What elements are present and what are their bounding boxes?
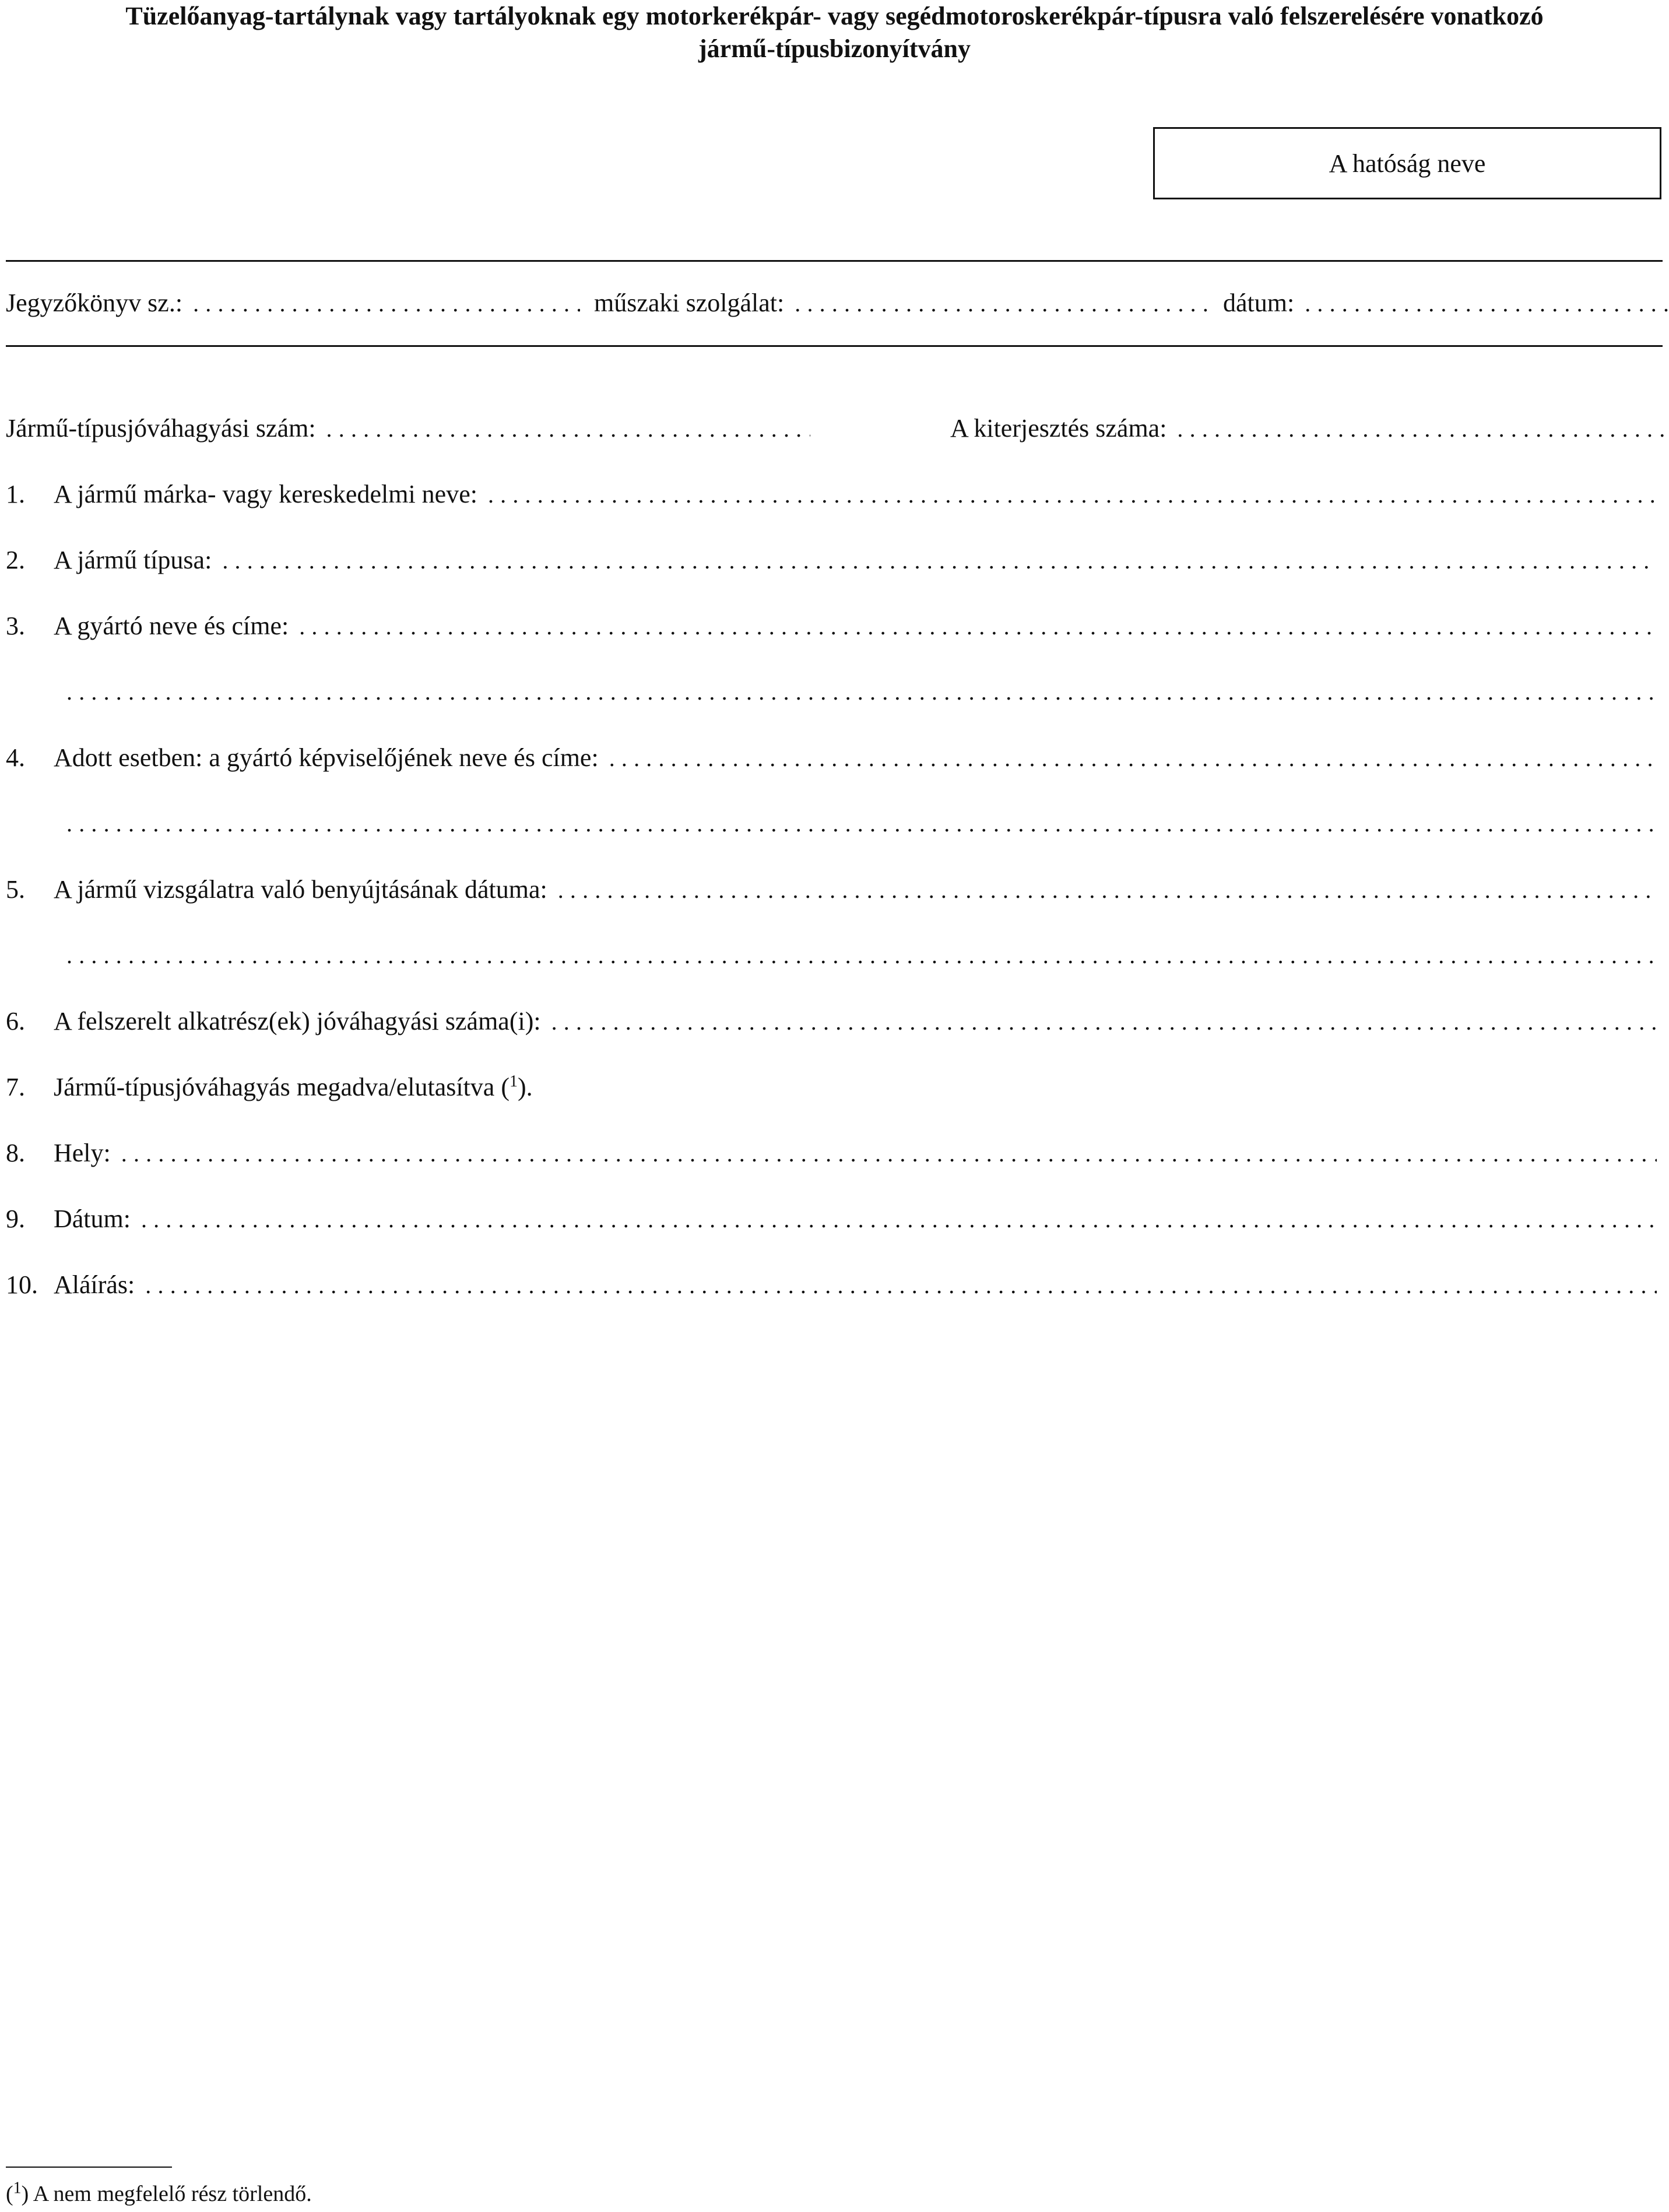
item-number: 4. bbox=[6, 743, 25, 772]
item-2[interactable] bbox=[6, 543, 1657, 578]
item-number: 3. bbox=[6, 612, 25, 640]
item-4-continuation[interactable] bbox=[6, 806, 1657, 841]
fill-dots bbox=[551, 1005, 1657, 1040]
item-3-continuation[interactable] bbox=[6, 675, 1657, 710]
item-number: 9. bbox=[6, 1205, 25, 1233]
item-7[interactable] bbox=[6, 1070, 1657, 1105]
fill-dots bbox=[558, 873, 1657, 908]
item-label: Hely: bbox=[54, 1139, 111, 1167]
authority-name-label: A hatóság neve bbox=[1329, 149, 1486, 178]
fill-dots bbox=[488, 477, 1657, 512]
item-label-tail: ). bbox=[518, 1073, 533, 1101]
item-number: 7. bbox=[6, 1073, 25, 1101]
technical-service-dots bbox=[795, 286, 1209, 321]
fill-dots bbox=[66, 675, 1657, 710]
item-label-text: Jármű-típusjóváhagyás megadva/elutasítva ( bbox=[54, 1073, 510, 1101]
fill-dots bbox=[609, 741, 1657, 776]
record-divider bbox=[6, 345, 1663, 347]
item-label: Dátum: bbox=[54, 1205, 131, 1233]
report-number-dots bbox=[193, 286, 580, 321]
item-label: A jármű típusa: bbox=[54, 546, 212, 574]
item-number: 6. bbox=[6, 1007, 25, 1035]
record-line bbox=[6, 286, 1657, 321]
footnote-mark-close: ) bbox=[21, 2182, 29, 2206]
item-number: 8. bbox=[6, 1139, 25, 1167]
fill-dots bbox=[66, 806, 1657, 841]
item-label: A jármű márka- vagy kereskedelmi neve: bbox=[54, 480, 477, 508]
fill-dots bbox=[66, 938, 1657, 973]
date-label: dátum: bbox=[1223, 289, 1295, 317]
fill-dots bbox=[145, 1268, 1657, 1303]
footnote-divider bbox=[6, 2167, 172, 2168]
fill-dots bbox=[141, 1202, 1657, 1237]
item-label bbox=[54, 1070, 533, 1105]
extension-number-field[interactable] bbox=[950, 411, 1669, 447]
approval-number-field[interactable] bbox=[6, 411, 810, 447]
footnote bbox=[6, 2179, 312, 2209]
item-label: Aláírás: bbox=[54, 1270, 135, 1299]
item-label: A jármű vizsgálatra való benyújtásának dátuma: bbox=[54, 875, 547, 904]
item-number: 2. bbox=[6, 546, 25, 574]
item-label: A gyártó neve és címe: bbox=[54, 612, 289, 640]
technical-service-label: műszaki szolgálat: bbox=[594, 289, 785, 317]
title-line-2: jármű-típusbizonyítvány bbox=[698, 34, 971, 63]
approval-line bbox=[6, 411, 1657, 446]
item-label: Adott esetben: a gyártó képviselőjének neve és címe: bbox=[54, 743, 599, 772]
item-10[interactable] bbox=[6, 1267, 1657, 1302]
item-5-continuation[interactable] bbox=[6, 938, 1657, 973]
top-divider bbox=[6, 260, 1663, 262]
item-8[interactable] bbox=[6, 1136, 1657, 1171]
title-line-1: Tüzelőanyag-tartálynak vagy tartályoknak egy motorkerékpár- vagy segédmotoroskerékpár-típusra való felszerelésére vonatkozó bbox=[125, 2, 1544, 30]
item-label: A felszerelt alkatrész(ek) jóváhagyási száma(i): bbox=[54, 1007, 541, 1035]
approval-number-dots bbox=[326, 412, 810, 447]
item-number: 10. bbox=[6, 1270, 38, 1299]
fill-dots bbox=[121, 1136, 1657, 1171]
document-title bbox=[0, 0, 1669, 65]
technical-service-field[interactable] bbox=[594, 286, 1209, 321]
date-dots bbox=[1305, 286, 1669, 321]
footnote-reference: 1 bbox=[510, 1072, 518, 1091]
approval-number-label: Jármű-típusjóváhagyási szám: bbox=[6, 414, 316, 443]
fill-dots bbox=[222, 543, 1657, 578]
footnote-text: A nem megfelelő rész törlendő. bbox=[29, 2182, 312, 2206]
item-5[interactable] bbox=[6, 872, 1657, 907]
footnote-mark: 1 bbox=[13, 2179, 22, 2197]
report-number-label: Jegyzőkönyv sz.: bbox=[6, 289, 183, 317]
item-4[interactable] bbox=[6, 740, 1657, 775]
authority-name-box bbox=[1153, 127, 1661, 199]
item-number: 5. bbox=[6, 875, 25, 904]
item-3[interactable] bbox=[6, 609, 1657, 644]
fill-dots bbox=[299, 609, 1657, 644]
item-number: 1. bbox=[6, 480, 25, 508]
item-9[interactable] bbox=[6, 1202, 1657, 1237]
report-number-field[interactable] bbox=[6, 286, 580, 321]
item-6[interactable] bbox=[6, 1004, 1657, 1039]
extension-number-dots bbox=[1177, 412, 1669, 447]
extension-number-label: A kiterjesztés száma: bbox=[950, 414, 1167, 443]
date-field[interactable] bbox=[1223, 286, 1669, 321]
item-1[interactable] bbox=[6, 477, 1657, 512]
footnote-mark-open: ( bbox=[6, 2182, 13, 2206]
